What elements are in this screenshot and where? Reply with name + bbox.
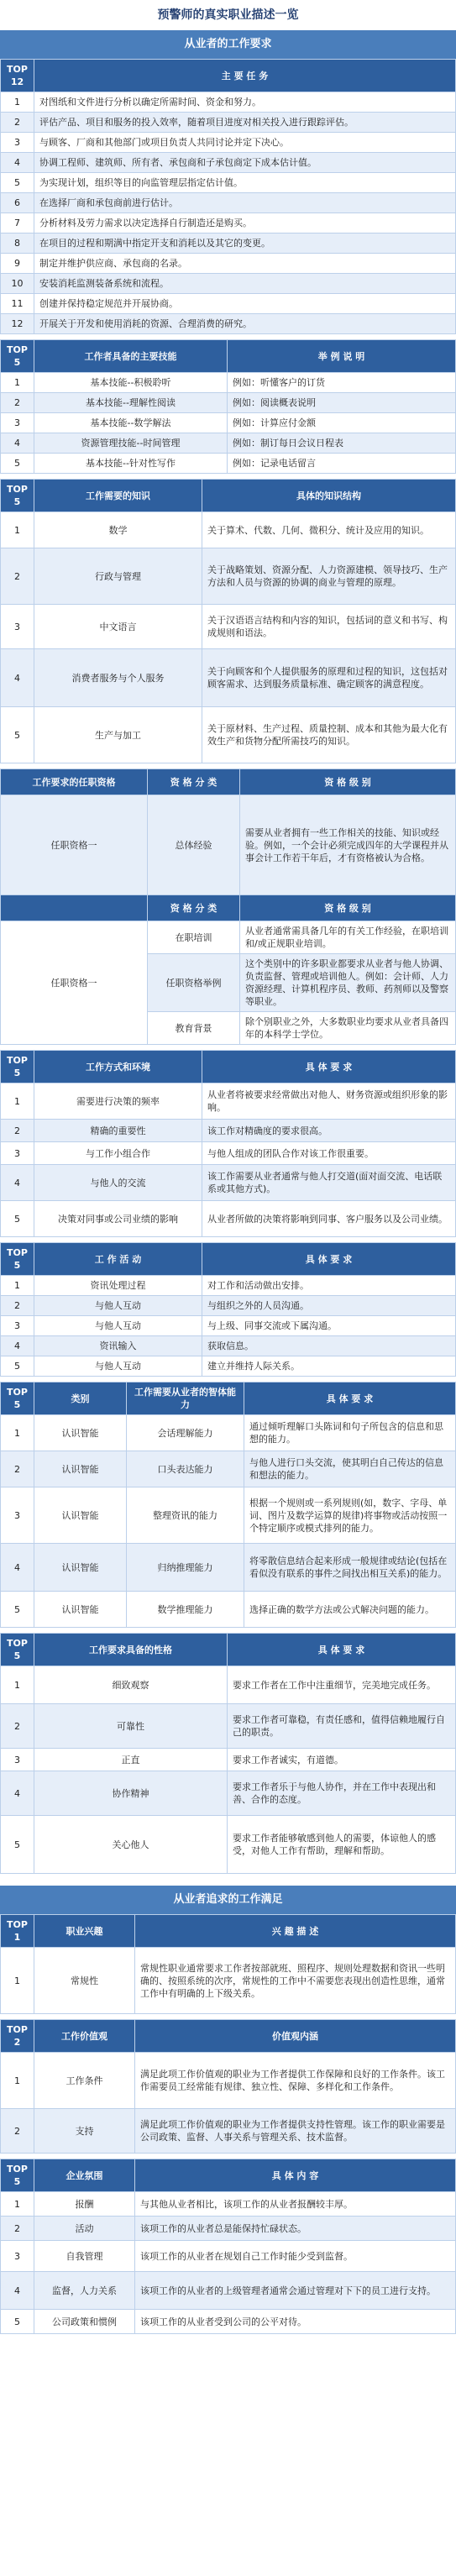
qual-class-row: 教育背景 [148, 1012, 240, 1045]
qual-text: 需要从业者拥有一些工作相关的技能、知识或经验。例如，一个会计必须完成四年的大学课程并从事会计工作若干年后，才有资格被认为合格。 [240, 795, 456, 895]
skills-header-rank: TOP5 [1, 340, 34, 373]
workstyle-header-rank: TOP5 [1, 1051, 34, 1083]
row-rank: 10 [1, 274, 34, 294]
row-description: 获取信息。 [202, 1336, 456, 1356]
row-rank: 5 [1, 1201, 34, 1237]
row-rank: 5 [1, 454, 34, 474]
row-label: 资源管理技能--时间管理 [34, 433, 228, 454]
table-row [1, 1771, 456, 1816]
row-label: 归纳推理能力 [127, 1544, 244, 1592]
values-table [0, 2019, 456, 2154]
values-body [1, 2053, 456, 2154]
row-description: 该项工作的从业者总是能保持忙碌状态。 [135, 2217, 456, 2241]
row-description: 与其他从业者相比，该项工作的从业者报酬较丰厚。 [135, 2192, 456, 2217]
row-description: 关于战略策划、资源分配、人力资源建模、领导技巧、生产方法和人员与资源的协调的商业与管理的原理。 [202, 548, 456, 605]
table-row [1, 1816, 456, 1874]
interest-header-rank: TOP1 [1, 1915, 34, 1948]
row-rank: 1 [1, 512, 34, 548]
interest-body [1, 1948, 456, 2014]
table-row [1, 2310, 456, 2334]
table-row [1, 1120, 456, 1142]
row-description: 关于原材料、生产过程、质量控制、成本和其他为最大化有效生产和货物分配所需技巧的知识。 [202, 707, 456, 763]
abilities-header-rank: TOP5 [1, 1382, 34, 1415]
row-label: 支持 [34, 2109, 135, 2154]
skills-header-row [1, 340, 456, 373]
traits-header-rank: TOP5 [1, 1634, 34, 1666]
row-description: 开展关于开发和使用消耗的资源、合理消费的研究。 [34, 314, 456, 334]
row-rank: 1 [1, 373, 34, 393]
tasks-header-title: 主 要 任 务 [34, 60, 456, 92]
activities-table [0, 1242, 456, 1377]
row-rank: 5 [1, 173, 34, 193]
abilities-header-category: 类别 [34, 1382, 127, 1415]
env-body [1, 2192, 456, 2334]
table-row [1, 1948, 456, 2014]
row-description: 该项工作的从业者的上级管理者通常会通过管理对下下的员工进行支持。 [135, 2272, 456, 2310]
table-row [1, 454, 456, 474]
row-label: 常规性 [34, 1948, 135, 2014]
env-header-rank: TOP5 [1, 2159, 34, 2192]
table-row [1, 1592, 456, 1628]
row-rank: 2 [1, 393, 34, 413]
row-label: 活动 [34, 2217, 135, 2241]
row-label: 资讯处理过程 [34, 1276, 202, 1296]
table-row [1, 512, 456, 548]
row-label: 报酬 [34, 2192, 135, 2217]
row-label: 数学推理能力 [127, 1592, 244, 1628]
table-row [1, 1704, 456, 1749]
table-row [1, 1487, 456, 1544]
row-rank: 2 [1, 548, 34, 605]
row-rank: 11 [1, 294, 34, 314]
row-description: 满足此项工作价值观的职业为工作者提供支持性管理。该工作的职业需要是公司政策、监督、人事关系与管理关系、技术监督。 [135, 2109, 456, 2154]
env-header-climate: 企业氛围 [34, 2159, 135, 2192]
row-label: 认识智能 [34, 1592, 127, 1628]
table-row [1, 2109, 456, 2154]
row-label: 基本技能--针对性写作 [34, 454, 228, 474]
row-description: 该项工作的从业者在规划自己工作时能少受到监督。 [135, 2241, 456, 2272]
row-description: 为实现计划，组织等目的向监管理层指定估计值。 [34, 173, 456, 193]
qualifications-table [0, 769, 456, 1045]
row-rank: 4 [1, 649, 34, 707]
row-description: 与顾客、厂商和其他部门或项目负责人共同讨论并定下决心。 [34, 133, 456, 153]
row-label: 行政与管理 [34, 548, 202, 605]
quals-header-level: 资 格 级 别 [240, 769, 456, 795]
interest-header-desc: 兴 趣 描 述 [135, 1915, 456, 1948]
quals-header-class-2: 资 格 分 类 [148, 895, 240, 921]
row-rank: 1 [1, 1083, 34, 1120]
workstyle-header-row [1, 1051, 456, 1083]
row-label: 工作条件 [34, 2053, 135, 2109]
table-row [1, 649, 456, 707]
skills-header-skill: 工作者具备的主要技能 [34, 340, 228, 373]
section-heading-satisfaction: 从业者追求的工作满足 [0, 1886, 456, 1914]
row-label: 精确的重要性 [34, 1120, 202, 1142]
row-rank: 3 [1, 1142, 34, 1165]
row-description: 通过倾听理解口头陈词和句子所包含的信息和思想的能力。 [244, 1415, 456, 1451]
row-label: 数学 [34, 512, 202, 548]
qual-class: 总体经验 [148, 795, 240, 895]
activities-header-req: 具 体 要 求 [202, 1243, 456, 1276]
table-row [1, 233, 456, 254]
table-row [1, 1201, 456, 1237]
row-rank: 4 [1, 1165, 34, 1201]
section-heading-requirements: 从业者的工作要求 [0, 30, 456, 59]
row-description: 建立并维持人际关系。 [202, 1356, 456, 1377]
table-row [1, 393, 456, 413]
row-label: 决策对同事或公司业绩的影响 [34, 1201, 202, 1237]
row-rank: 4 [1, 1336, 34, 1356]
row-rank: 1 [1, 2192, 34, 2217]
row-description: 在项目的过程和期满中指定开支和消耗以及其它的变更。 [34, 233, 456, 254]
row-label: 生产与加工 [34, 707, 202, 763]
row-description: 协调工程师、建筑师、所有者、承包商和子承包商定下成本估计值。 [34, 153, 456, 173]
row-rank: 2 [1, 1296, 34, 1316]
row-label: 认识智能 [34, 1487, 127, 1544]
qual-text-row: 从业者通常需具备几年的有关工作经验，在职培训和/或正规职业培训。 [240, 921, 456, 954]
row-description: 要求工作者乐于与他人协作，并在工作中表现出和善、合作的态度。 [228, 1771, 456, 1816]
row-rank: 2 [1, 1704, 34, 1749]
table-row [1, 113, 456, 133]
tasks-table [0, 59, 456, 334]
traits-header-row [1, 1634, 456, 1666]
row-rank: 8 [1, 233, 34, 254]
row-label: 可靠性 [34, 1704, 228, 1749]
table-row [1, 605, 456, 649]
activities-header-rank: TOP5 [1, 1243, 34, 1276]
row-label: 认识智能 [34, 1544, 127, 1592]
table-row [1, 1083, 456, 1120]
row-description: 与他人组成的团队合作对该工作很重要。 [202, 1142, 456, 1165]
row-label: 与他人互动 [34, 1356, 202, 1377]
row-description: 对工作和活动做出安排。 [202, 1276, 456, 1296]
row-label: 整理资讯的能力 [127, 1487, 244, 1544]
row-description: 关于向顾客和个人提供服务的原理和过程的知识，这包括对顾客需求、达到服务质量标准、确定顾客的满意程度。 [202, 649, 456, 707]
traits-header-trait: 工作要求具备的性格 [34, 1634, 228, 1666]
row-label: 正直 [34, 1749, 228, 1771]
interest-header-type: 职业兴趣 [34, 1915, 135, 1948]
row-rank: 2 [1, 2217, 34, 2241]
row-rank: 1 [1, 1666, 34, 1704]
row-label: 需要进行决策的频率 [34, 1083, 202, 1120]
table-row [1, 294, 456, 314]
table-row [1, 153, 456, 173]
quals-header-title: 工作要求的任职资格 [1, 769, 148, 795]
abilities-body [1, 1415, 456, 1628]
row-rank: 2 [1, 2109, 34, 2154]
table-row [1, 92, 456, 113]
tasks-header-rank: TOP12 [1, 60, 34, 92]
row-rank: 5 [1, 2310, 34, 2334]
abilities-header-req: 具 体 要 求 [244, 1382, 456, 1415]
quals-header-class: 资 格 分 类 [148, 769, 240, 795]
qualification-row [1, 921, 456, 954]
row-rank: 4 [1, 433, 34, 454]
row-label: 口头表达能力 [127, 1451, 244, 1487]
table-row [1, 1142, 456, 1165]
row-description: 与他人进行口头交流，使其明白自己传达的信息和想法的能力。 [244, 1451, 456, 1487]
table-row [1, 1544, 456, 1592]
abilities-header-ability: 工作需要从业者的智体能力 [127, 1382, 244, 1415]
knowledge-header-area: 工作需要的知识 [34, 480, 202, 512]
row-rank: 3 [1, 1316, 34, 1336]
knowledge-header-structure: 具体的知识结构 [202, 480, 456, 512]
row-label: 公司政策和惯例 [34, 2310, 135, 2334]
row-label: 消费者服务与个人服务 [34, 649, 202, 707]
workstyle-header-env: 工作方式和环境 [34, 1051, 202, 1083]
values-header-rank: TOP2 [1, 2020, 34, 2053]
row-label: 监督，人力关系 [34, 2272, 135, 2310]
table-row [1, 2272, 456, 2310]
skills-header-example: 举 例 说 明 [228, 340, 456, 373]
values-header-value: 工作价值观 [34, 2020, 135, 2053]
row-label: 基本技能--理解性阅读 [34, 393, 228, 413]
row-description: 该工作需要从业者通常与他人打交道(面对面交流、电话联系或其他方式)。 [202, 1165, 456, 1201]
values-header-row [1, 2020, 456, 2053]
row-rank: 5 [1, 1356, 34, 1377]
traits-body [1, 1666, 456, 1874]
abilities-table [0, 1382, 456, 1628]
table-row [1, 2241, 456, 2272]
row-label: 资讯输入 [34, 1336, 202, 1356]
row-label: 中文语言 [34, 605, 202, 649]
row-description: 对图纸和文件进行分析以确定所需时间、资金和努力。 [34, 92, 456, 113]
row-description: 创建并保持稳定规范并开展协商。 [34, 294, 456, 314]
qualifications-header-row-2 [1, 895, 456, 921]
workstyle-table [0, 1050, 456, 1237]
table-row [1, 1451, 456, 1487]
row-rank: 6 [1, 193, 34, 213]
table-row [1, 373, 456, 393]
row-rank: 1 [1, 1276, 34, 1296]
row-description: 例如：阅读概表说明 [228, 393, 456, 413]
activities-header-row [1, 1243, 456, 1276]
table-row [1, 254, 456, 274]
qual-label-2: 任职资格一 [1, 921, 148, 1045]
qual-class-row: 任职资格举例 [148, 954, 240, 1012]
row-label: 与他人互动 [34, 1316, 202, 1336]
row-description: 分析材料及劳力需求以决定选择自行制造还是购买。 [34, 213, 456, 233]
row-description: 例如：记录电话留言 [228, 454, 456, 474]
table-row [1, 413, 456, 433]
quals-header-blank [1, 895, 148, 921]
table-row [1, 274, 456, 294]
workstyle-body [1, 1083, 456, 1237]
row-rank: 5 [1, 1592, 34, 1628]
page-title: 预警师的真实职业描述一览 [157, 8, 299, 22]
knowledge-body [1, 512, 456, 763]
row-rank: 3 [1, 133, 34, 153]
row-description: 从业者所做的决策将影响到同事、客户服务以及公司业绩。 [202, 1201, 456, 1237]
row-label: 认识智能 [34, 1451, 127, 1487]
table-row [1, 548, 456, 605]
row-label: 基本技能--数学解法 [34, 413, 228, 433]
row-description: 满足此项工作价值观的职业为工作者提供工作保障和良好的工作条件。该工作需要员工经常能有规律、独立性、保障、多样化和工作条件。 [135, 2053, 456, 2109]
abilities-header-row [1, 1382, 456, 1415]
row-rank: 3 [1, 413, 34, 433]
row-description: 从业者将被要求经常做出对他人、财务资源或组织形象的影响。 [202, 1083, 456, 1120]
row-description: 选择正确的数学方法或公式解决问题的能力。 [244, 1592, 456, 1628]
row-description: 评估产品、项目和服务的投入效率，随着项目进度对相关投入进行跟踪评估。 [34, 113, 456, 133]
table-row [1, 2192, 456, 2217]
interest-header-row [1, 1915, 456, 1948]
table-row [1, 433, 456, 454]
row-label: 认识智能 [34, 1415, 127, 1451]
row-rank: 3 [1, 1749, 34, 1771]
qual-class-row: 在职培训 [148, 921, 240, 954]
row-rank: 5 [1, 707, 34, 763]
row-label: 基本技能--积极聆听 [34, 373, 228, 393]
table-row [1, 1415, 456, 1451]
row-rank: 1 [1, 92, 34, 113]
row-label: 会话理解能力 [127, 1415, 244, 1451]
table-row [1, 193, 456, 213]
row-description: 与组织之外的人员沟通。 [202, 1296, 456, 1316]
knowledge-header-row [1, 480, 456, 512]
row-rank: 9 [1, 254, 34, 274]
row-rank: 7 [1, 213, 34, 233]
table-row [1, 2053, 456, 2109]
row-description: 要求工作者在工作中注重细节，完美地完成任务。 [228, 1666, 456, 1704]
row-description: 该工作对精确度的要求很高。 [202, 1120, 456, 1142]
table-row [1, 1749, 456, 1771]
env-table [0, 2159, 456, 2334]
row-description: 制定并维护供应商、承包商的名录。 [34, 254, 456, 274]
row-rank: 2 [1, 1451, 34, 1487]
qualifications-header-row-1 [1, 769, 456, 795]
skills-table [0, 339, 456, 474]
row-rank: 12 [1, 314, 34, 334]
row-rank: 4 [1, 1771, 34, 1816]
row-rank: 4 [1, 153, 34, 173]
row-label: 自我管理 [34, 2241, 135, 2272]
row-rank: 1 [1, 1415, 34, 1451]
table-row [1, 1296, 456, 1316]
row-description: 在选择厂商和承包商前进行估计。 [34, 193, 456, 213]
values-header-meaning: 价值观内涵 [135, 2020, 456, 2053]
row-description: 该项工作的从业者受到公司的公平对待。 [135, 2310, 456, 2334]
row-description: 要求工作者能够敏感到他人的需要，体谅他人的感受，对他人工作有帮助，理解和帮助。 [228, 1816, 456, 1874]
table-row [1, 1336, 456, 1356]
row-rank: 4 [1, 2272, 34, 2310]
table-row [1, 2217, 456, 2241]
row-description: 要求工作者可靠稳，有责任感和，值得信赖地履行自己的职责。 [228, 1704, 456, 1749]
table-row [1, 133, 456, 153]
workstyle-header-req: 具 体 要 求 [202, 1051, 456, 1083]
table-row [1, 1316, 456, 1336]
knowledge-table [0, 479, 456, 763]
row-description: 例如：计算应付金额 [228, 413, 456, 433]
row-label: 与他人互动 [34, 1296, 202, 1316]
table-row [1, 707, 456, 763]
row-description: 安装消耗监测装备系统和流程。 [34, 274, 456, 294]
env-header-content: 具 体 内 容 [135, 2159, 456, 2192]
row-rank: 3 [1, 1487, 34, 1544]
row-description: 常规性职业通常要求工作者按部就班、照程序、规则处理数据和资讯一些明确的、按照系统的次序，常规性的工作中不需要您表现出创造性思维，通常工作中有明确的上下级关系。 [135, 1948, 456, 2014]
skills-body [1, 373, 456, 474]
row-description: 将零散信息结合起来形成一般规律或结论(包括在看似没有联系的事件之间找出相互关系)的能力。 [244, 1544, 456, 1592]
tasks-header-row [1, 60, 456, 92]
row-rank: 4 [1, 1544, 34, 1592]
table-row [1, 1666, 456, 1704]
qualification-row [1, 795, 456, 895]
tasks-body [1, 92, 456, 334]
activities-header-activity: 工 作 活 动 [34, 1243, 202, 1276]
traits-header-req: 具 体 要 求 [228, 1634, 456, 1666]
row-rank: 5 [1, 1816, 34, 1874]
quals-header-level-2: 资 格 级 别 [240, 895, 456, 921]
row-rank: 1 [1, 1948, 34, 2014]
table-row [1, 314, 456, 334]
activities-body [1, 1276, 456, 1377]
row-rank: 1 [1, 2053, 34, 2109]
row-description: 例如：听懂客户的订货 [228, 373, 456, 393]
row-description: 关于算术、代数、几何、微积分、统计及应用的知识。 [202, 512, 456, 548]
qual-text-row: 除个别职业之外，大多数职业均要求从业者具备四年的本科学士学位。 [240, 1012, 456, 1045]
interest-table [0, 1914, 456, 2014]
row-rank: 3 [1, 605, 34, 649]
row-label: 与他人的交流 [34, 1165, 202, 1201]
row-label: 关心他人 [34, 1816, 228, 1874]
row-description: 根据一个规则或一系列规则(如，数字、字母、单词、图片及数学运算的规律)将事物或活动按照一个特定顺序或模式排列的能力。 [244, 1487, 456, 1544]
qual-text-row: 这个类别中的许多职业都要求从业者与他人协调、负责监督、管理或培训他人。例如：会计师、人力资源经理、计算机程序员、教师、药剂师以及警察等职业。 [240, 954, 456, 1012]
row-rank: 2 [1, 113, 34, 133]
qual-label: 任职资格一 [1, 795, 148, 895]
table-row [1, 1165, 456, 1201]
row-label: 与工作小组合作 [34, 1142, 202, 1165]
env-header-row [1, 2159, 456, 2192]
table-row [1, 1356, 456, 1377]
row-rank: 3 [1, 2241, 34, 2272]
table-row [1, 173, 456, 193]
row-label: 细致观察 [34, 1666, 228, 1704]
row-label: 协作精神 [34, 1771, 228, 1816]
row-description: 要求工作者诚实，有道德。 [228, 1749, 456, 1771]
table-row [1, 1276, 456, 1296]
row-description: 与上级、同事交流或下属沟通。 [202, 1316, 456, 1336]
row-description: 例如：制订每日会议日程表 [228, 433, 456, 454]
table-row [1, 213, 456, 233]
row-rank: 2 [1, 1120, 34, 1142]
knowledge-header-rank: TOP5 [1, 480, 34, 512]
row-description: 关于汉语语言结构和内容的知识，包括词的意义和书写、构成规则和语法。 [202, 605, 456, 649]
traits-table [0, 1633, 456, 1874]
